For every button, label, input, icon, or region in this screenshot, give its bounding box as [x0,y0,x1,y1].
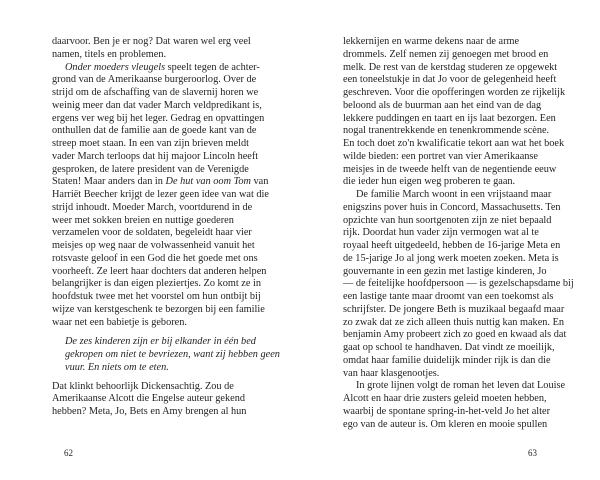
text-line: ergens ver weg bij het leger. Gedrag en opvattingen [52,112,265,124]
quote-line: vuur. En niets om te eten. [65,361,169,373]
text-line: een lastige tante maar droomt van een toekomst als [343,291,554,302]
text-line: rotsvaste geloof in een God die het goede met ons [52,252,258,264]
text-line [52,176,280,189]
text-line: gesproken, de latere president van de Verenigde [52,163,249,175]
text-line: Alcott en haar drie zusters geleid moeten hebben, [343,393,547,404]
quote-line: De zes kinderen zijn er bij elkander in één bed [65,336,256,348]
text-line: meisjes in de tweede helft van de negentiende eeuw [343,163,557,175]
text-line: meisjes op weg naar de volwassenheid vanuit het [52,240,255,251]
text-line: wijze van kerstgeschenk te bezorgen bij een familie [52,303,265,315]
text-line: die ieder hun eigen weg proberen te gaan. [343,176,516,188]
text-line: een toneelstukje in dat Jo voor de gelegenheid heeft [343,74,557,86]
text-line [52,62,280,75]
text-line: vader March terloops dat hij majoor Lincoln heeft [52,150,259,162]
text-line: — de feitelijke hoofdpersoon — is gezelschapsdame bij [343,278,574,290]
text-line: strijd om de afschaffing van de slavernij horen we [52,87,259,98]
right-page [300,0,600,480]
text-line: van haar klasgenootjes. [343,367,440,379]
text-line: Dat klinkt behoorlijk Dickensachtig. Zou de [52,380,234,392]
text-span: van [250,176,269,188]
book-title: De hut van oom Tom [165,176,251,188]
text-line: streep moet staan. In een van zijn brieven meldt [52,138,249,149]
text-line: strijd inhoudt. Moeder March, voortdurend in de [52,201,253,213]
text-line: Amerikaanse Alcott die Engelse auteur gekend [52,393,245,405]
text-line: gaat op school te handhaven. Dat vindt ze moeilijk, [343,342,555,353]
text-line: lekkernijen en warme dekens naar de arme [343,36,520,47]
text-line: enigszins pover huis in Concord, Massachusetts. Ten [343,201,561,213]
text-line: Harriët Beecher krijgt de lezer geen idee van wat die [52,189,269,200]
right-page-body [343,36,574,431]
text-line: onthullen dat de familie aan de goede kant van de [52,125,257,137]
text-line: belangrijker is dan eigen pleziertjes. Zo komt ze in [52,278,262,290]
text-line: daarvoor. Ben je er nog? Dat waren wel erg veel [52,36,251,47]
text-line: waar net een babietje is geboren. [52,316,187,328]
text-line: In grote lijnen volgt de roman het leven dat Louise [356,380,566,392]
text-line: de 15-jarige Jo al jong werk moeten zoeken. Meta is [343,252,559,264]
text-line: voorheeft. Ze leert haar dochters dat anderen helpen [52,265,267,277]
text-line: drommels. Zelf nemen zij genoegen met brood en [343,48,549,60]
text-line: weer met sokken breien en nuttige goederen [52,214,234,226]
text-line: ego van de auteur is. Om kleren en mooie spullen [343,418,548,430]
text-line: rijk. Doordat hun vader zijn vermogen wat al te [343,227,539,239]
text-line: hebben? Meta, Jo, Bets en Amy brengen al hun [52,406,247,417]
text-line: melk. De rest van de kerstdag studeren ze opgewekt [343,61,558,73]
page-number: 62 [64,448,73,458]
book-title: Onder moeders vleugels [65,61,166,73]
text-line: grond van de Amerikaanse burgeroorlog. Over de [52,74,257,86]
text-line: wilde bieden: een portret van vier Amerikaanse [343,150,538,162]
left-page-body [52,36,280,419]
text-line: namen, titels en problemen. [52,48,167,60]
text-line: lekkere puddingen en taart en ijs laat bezorgen. Een [343,112,556,124]
text-span: speelt tegen de achter- [165,61,260,73]
page-number: 63 [528,448,537,458]
text-line: omdat haar familie duidelijk minder rijk is dan die [343,354,551,366]
text-line: En toch doet zo'n kwalificatie tekort aan wat het boek [343,138,565,149]
text-span: Staten! Maar anders dan in [52,176,166,188]
text-line: nogal tranentrekkende en tenenkrommende scène. [343,125,550,137]
spacer [52,329,280,336]
text-line: waarbij de spontane spring-in-het-veld Jo het alter [343,405,551,417]
text-line: royaal heeft uitgedeeld, hebben de 16-jarige Meta en [343,240,561,251]
quote-line: gekropen om niet te bevriezen, want zij hebben geen [65,349,280,360]
text-line: gouvernante in een gezin met lastige kinderen, Jo [343,265,547,277]
text-line: geschreven. Voor die opofferingen worden ze rijkelijk [343,87,566,98]
text-line: zo zwak dat ze zich alleen thuis nuttig kan maken. En [343,316,565,328]
text-line: weinig meer dan dat vader March veldpredikant is, [52,99,262,111]
text-line: hoofdstuk twee met het voorstel om hun ontbijt bij [52,291,261,302]
text-line: schrijfster. De jongere Beth is muzikaal begaafd maar [343,303,565,315]
text-line: beloond als de buurman aan het eind van de dag [343,99,542,111]
text-line: opzichte van hun soortgenoten zijn ze niet bepaald [343,214,552,226]
text-line: De familie March woont in een vrijstaand maar [356,189,552,200]
text-line: benjamin Amy probeert zich zo goed en kwaad als dat [343,329,567,341]
text-line: verzamelen voor de soldaten, begeleidt haar vier [52,227,252,239]
